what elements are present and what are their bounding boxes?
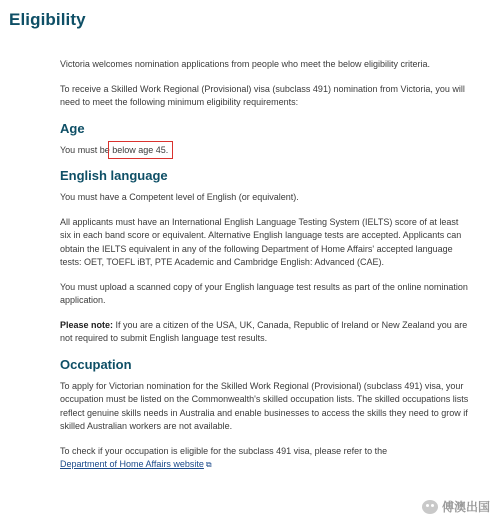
english-paragraph-1: You must have a Competent level of English (or equivalent). xyxy=(60,192,299,202)
age-heading: Age xyxy=(60,120,85,136)
occupation-check-text: To check if your occupation is eligible for the subclass 491 visa, please refer to the xyxy=(60,445,388,456)
external-link-icon: ⧉ xyxy=(205,460,212,469)
note-text: If you are a citizen of the USA, UK, Canada, Republic of Ireland or New Zealand you are not required to submit English language test results. xyxy=(60,319,468,343)
occupation-paragraph-2 xyxy=(60,445,470,472)
english-paragraph-2: All applicants must have an International English Language Testing System (IELTS) score of at least six in each band score or equivalent. Alternative English language tests are accepted. Applicants can obtain the IELTS equivalent in any of the following Department of Home Affairs' accepted language tests: OET, TOEFL iBT, PTE Academic and Cambridge English: Advanced (CAE). xyxy=(60,216,462,267)
english-heading: English language xyxy=(60,168,168,183)
wechat-icon xyxy=(422,500,438,514)
main-content xyxy=(60,58,470,483)
intro-paragraph-2: To receive a Skilled Work Regional (Provisional) visa (subclass 491) nomination from Victoria, you will need to meet the following minimum eligibility requirements: xyxy=(60,83,465,107)
english-note xyxy=(60,319,470,346)
english-paragraph-3: You must upload a scanned copy of your English language test results as part of the online nomination application. xyxy=(60,281,468,305)
occupation-heading: Occupation xyxy=(60,356,132,372)
age-highlight-box: below age 45. xyxy=(108,141,173,159)
note-label: Please note: xyxy=(60,319,114,330)
watermark xyxy=(422,498,490,515)
watermark-text: 傅澳出国 xyxy=(441,500,490,514)
home-affairs-link[interactable]: Department of Home Affairs website xyxy=(60,459,204,469)
age-text-prefix: You must be xyxy=(60,144,110,155)
occupation-paragraph-1: To apply for Victorian nomination for the Skilled Work Regional (Provisional) (subclass 491) visa, your occupation must be listed on the Commonwealth's skilled occupation lists. The skilled occupations lists reflect genuine skills needs in Australia and enable businesses to access the skills they need to grow if skilled Australian workers are not available. xyxy=(60,380,469,431)
age-requirement xyxy=(60,144,470,158)
page-title: Eligibility xyxy=(9,10,86,29)
intro-paragraph-1: Victoria welcomes nomination applications from people who meet the below eligibility criteria. xyxy=(60,59,431,69)
